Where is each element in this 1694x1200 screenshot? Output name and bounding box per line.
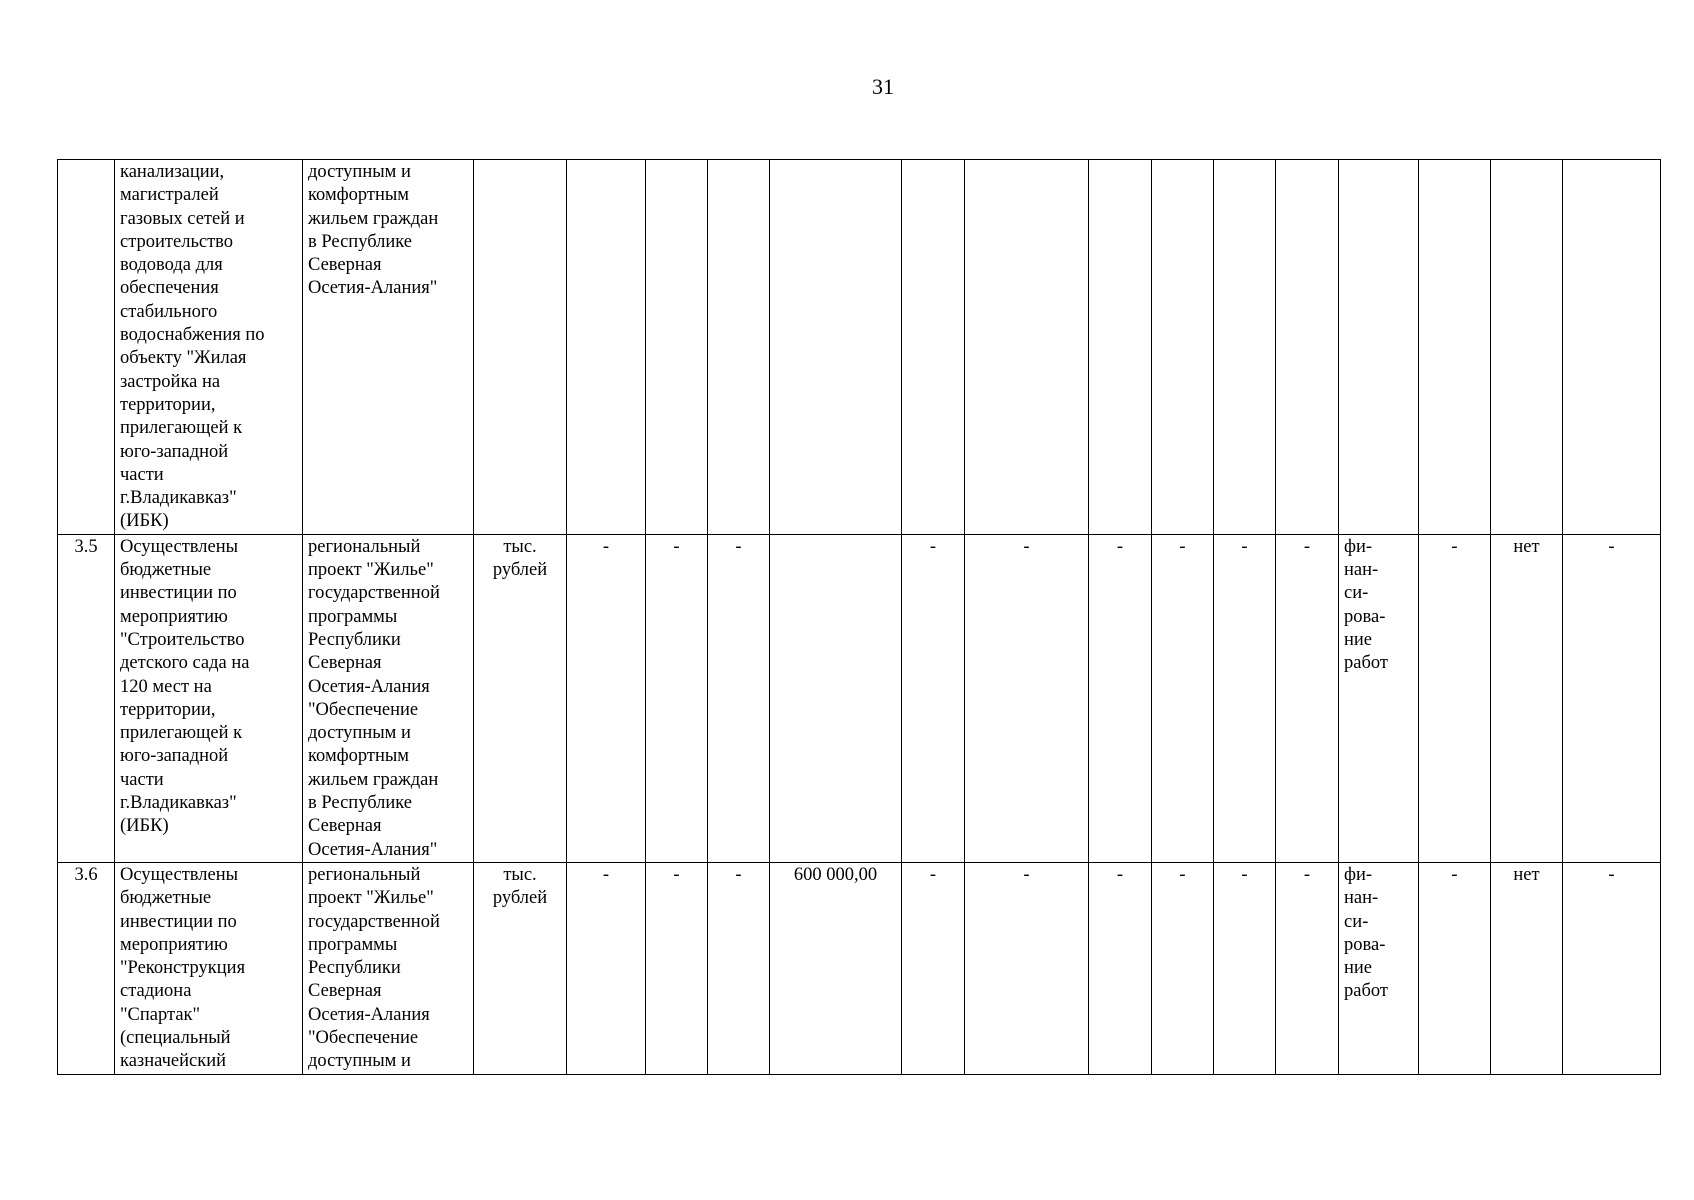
cell-c5: - [567,534,646,862]
cell-c11 [1089,160,1152,535]
cell-unit: тыс. рублей [474,534,567,862]
cell-c12: - [1152,534,1214,862]
cell-c7: - [708,534,770,862]
cell-source: региональный проект "Жилье" государственной программы Республики Северная Осетия-Алания "Обеспечение доступным и [303,862,474,1074]
cell-source: региональный проект "Жилье" государственной программы Республики Северная Осетия-Алания "Обеспечение доступным и комфортным жильем граждан в Республике Северная Осетия-Алания" [303,534,474,862]
cell-c16: - [1419,534,1491,862]
cell-flag: нет [1491,862,1563,1074]
cell-c13: - [1214,862,1276,1074]
cell-amount: 600 000,00 [770,862,902,1074]
cell-c12 [1152,160,1214,535]
cell-num: 3.6 [58,862,115,1074]
cell-work-type: фи- нан- си- рова- ние работ [1339,862,1419,1074]
cell-unit [474,160,567,535]
cell-c7 [708,160,770,535]
cell-c10 [965,160,1089,535]
cell-unit: тыс. рублей [474,862,567,1074]
cell-c10: - [965,534,1089,862]
cell-work-type [1339,160,1419,535]
cell-c14 [1276,160,1339,535]
cell-c10: - [965,862,1089,1074]
cell-amount [770,160,902,535]
cell-c16 [1419,160,1491,535]
page-number: 31 [872,74,894,99]
cell-c9: - [902,534,965,862]
table-row [58,160,1661,535]
cell-c18: - [1563,862,1661,1074]
cell-flag: нет [1491,534,1563,862]
cell-c6: - [646,534,708,862]
cell-c5: - [567,862,646,1074]
cell-c6 [646,160,708,535]
cell-c9: - [902,862,965,1074]
measures-table [57,159,1661,1075]
cell-description: канализации, магистралей газовых сетей и строительство водовода для обеспечения стабильного водоснабжения по объекту "Жилая застройка на территории, прилегающей к юго-западной части г.Владикавказ" (ИБК) [115,160,303,535]
table-row [58,862,1661,1074]
cell-c18: - [1563,534,1661,862]
cell-c13 [1214,160,1276,535]
cell-source: доступным и комфортным жильем граждан в Республике Северная Осетия-Алания" [303,160,474,535]
cell-work-type: фи- нан- си- рова- ние работ [1339,534,1419,862]
cell-c7: - [708,862,770,1074]
cell-c18 [1563,160,1661,535]
cell-amount [770,534,902,862]
cell-num: 3.5 [58,534,115,862]
cell-c11: - [1089,534,1152,862]
cell-description: Осуществлены бюджетные инвестиции по мероприятию "Строительство детского сада на 120 мест на территории, прилегающей к юго-западной части г.Владикавказ" (ИБК) [115,534,303,862]
cell-c13: - [1214,534,1276,862]
table-row [58,534,1661,862]
cell-c11: - [1089,862,1152,1074]
cell-num [58,160,115,535]
cell-c16: - [1419,862,1491,1074]
cell-c9 [902,160,965,535]
cell-c5 [567,160,646,535]
cell-c6: - [646,862,708,1074]
cell-c14: - [1276,534,1339,862]
cell-description: Осуществлены бюджетные инвестиции по мероприятию "Реконструкция стадиона "Спартак" (специальный казначейский [115,862,303,1074]
cell-flag [1491,160,1563,535]
cell-c12: - [1152,862,1214,1074]
cell-c14: - [1276,862,1339,1074]
